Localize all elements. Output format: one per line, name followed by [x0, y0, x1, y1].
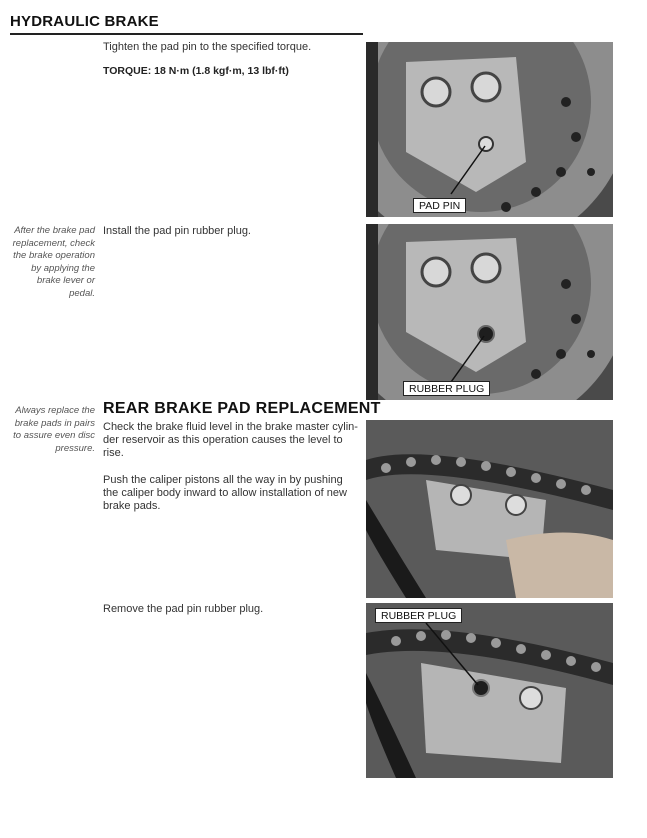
photo-front-caliper-rubber-plug — [366, 224, 613, 400]
step-remove-rubber-plug: Remove the pad pin rubber plug. — [103, 603, 264, 615]
photo-rear-caliper-rubber-plug — [366, 603, 613, 778]
para-line: brake pads. — [103, 500, 161, 512]
para-line: rise. — [103, 447, 124, 459]
callout-rubber-plug: RUBBER PLUG — [403, 381, 490, 396]
side-note-line: After the brake pad — [14, 225, 95, 236]
callout-pad-pin: PAD PIN — [413, 198, 466, 213]
para-line: der reservoir as this operation causes the level to — [103, 434, 343, 446]
side-note-brake-check — [11, 225, 95, 300]
header-rule — [10, 33, 363, 35]
side-note-line: pedal. — [69, 287, 95, 299]
side-note-line: by applying the — [31, 262, 95, 274]
side-note-line: brake lever or — [36, 275, 95, 286]
step-tighten-pad-pin: Tighten the pad pin to the specified torque. — [103, 41, 312, 53]
side-note-line: to assure even disc — [13, 430, 95, 441]
side-note-line: brake pads in pairs — [14, 417, 95, 429]
photo-front-caliper-pad-pin — [366, 42, 613, 217]
side-note-line: the brake operation — [13, 250, 95, 261]
side-note-line: pressure. — [55, 442, 95, 454]
para-line: Check the brake fluid level in the brake master cylin- — [103, 421, 358, 433]
callout-rubber-plug: RUBBER PLUG — [375, 608, 462, 623]
step-install-rubber-plug: Install the pad pin rubber plug. — [103, 225, 251, 237]
torque-spec: TORQUE: 18 N·m (1.8 kgf·m, 13 lbf·ft) — [103, 65, 289, 77]
para-line: Push the caliper pistons all the way in by pushing — [103, 474, 343, 486]
photo-rear-caliper-push — [366, 420, 613, 598]
section-title-rear-brake-pad: REAR BRAKE PAD REPLACEMENT — [103, 400, 381, 417]
para-line: the caliper body inward to allow installation of new — [103, 487, 347, 499]
side-note-replace-pairs — [11, 405, 95, 455]
page-header-title: HYDRAULIC BRAKE — [10, 13, 159, 30]
para-check-fluid — [103, 421, 358, 460]
para-push-pistons — [103, 474, 358, 513]
side-note-line: Always replace the — [15, 405, 95, 416]
side-note-line: replacement, check — [12, 237, 95, 249]
